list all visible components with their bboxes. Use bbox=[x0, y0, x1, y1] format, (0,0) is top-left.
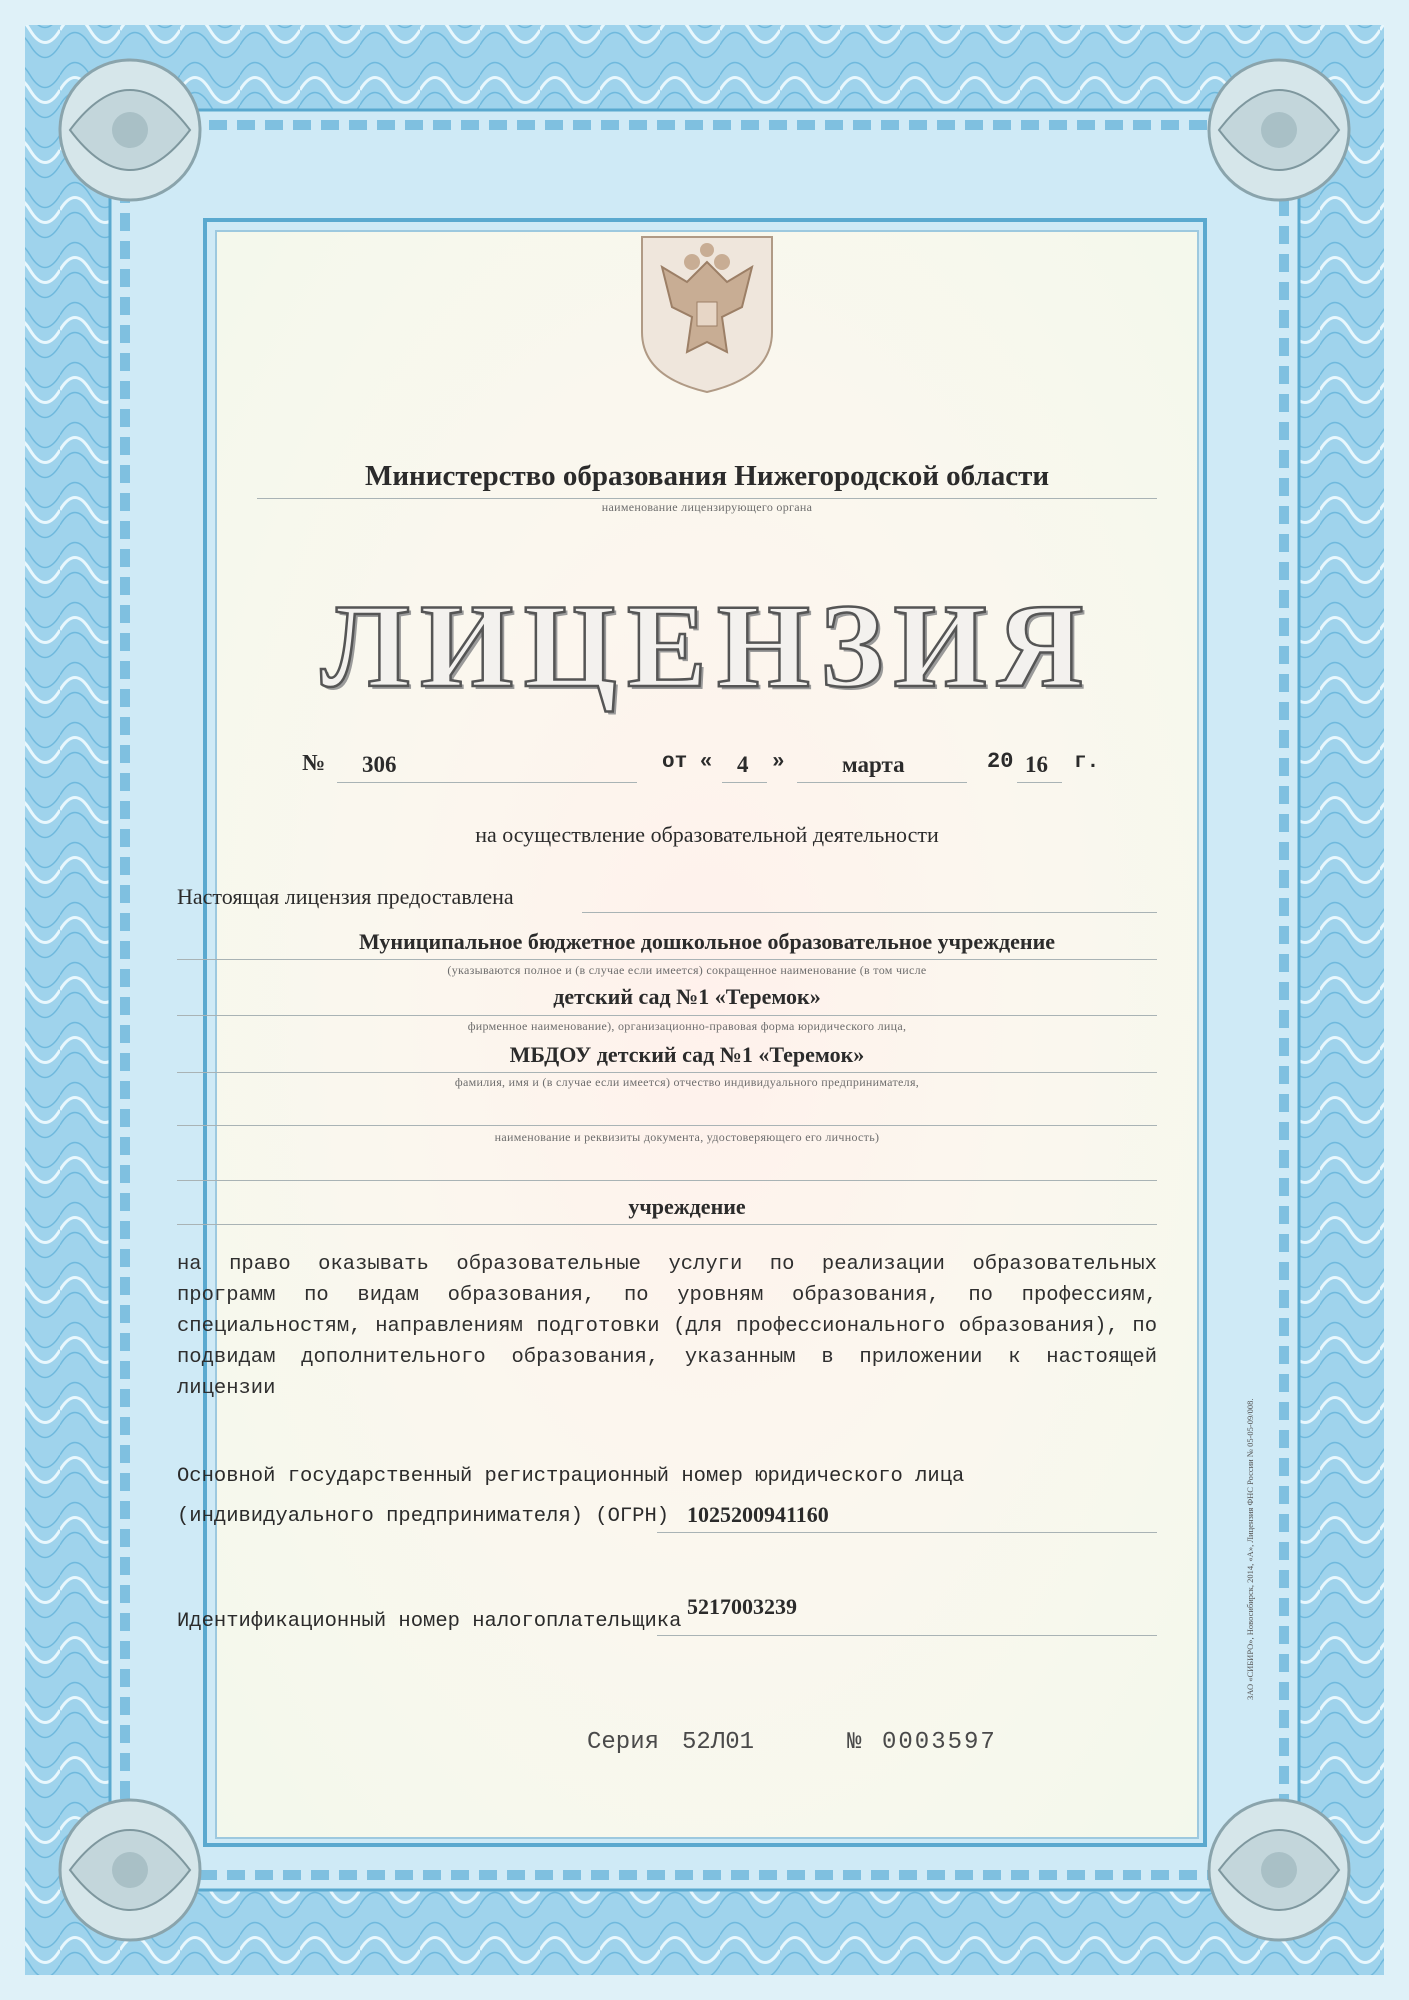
corner-ornament-icon bbox=[1179, 30, 1379, 230]
serial-number-value: 0003597 bbox=[882, 1729, 997, 1756]
day-close: » bbox=[772, 751, 785, 774]
year-label: г. bbox=[1074, 751, 1100, 774]
ogrn-value: 1025200941160 bbox=[687, 1502, 829, 1527]
licensee-abbreviation: МБДОУ детский сад №1 «Теремок» bbox=[509, 1042, 865, 1067]
serial-number-label: № bbox=[847, 1729, 862, 1756]
document-title: ЛИЦЕНЗИЯ bbox=[320, 579, 1094, 712]
series-label: Серия bbox=[587, 1729, 660, 1756]
russian-coat-of-arms-icon bbox=[632, 232, 782, 397]
licensee-full-name: Муниципальное бюджетное дошкольное образовательное учреждение bbox=[358, 929, 1056, 954]
license-rights-text: на право оказывать образовательные услуги по реализации образовательных программ по видам образования, по уровням образования, по профессиям, специальностям, направлениям подготовки (для профессионального образования), по подвидам дополнительного образования, указанным в приложении к настоящей лицензии bbox=[177, 1253, 1157, 1400]
year-suffix: 16 bbox=[1025, 752, 1048, 777]
ogrn-label-1: Основной государственный регистрационный номер юридического лица bbox=[177, 1465, 965, 1488]
licensing-authority: Министерство образования Нижегородской области bbox=[364, 460, 1050, 492]
corner-ornament-icon bbox=[30, 1770, 230, 1970]
number-label: № bbox=[302, 750, 326, 775]
licensee-caption-4: наименование и реквизиты документа, удостоверяющего его личность) bbox=[494, 1130, 880, 1144]
corner-ornament-icon bbox=[30, 30, 230, 230]
license-month: марта bbox=[842, 752, 905, 777]
licensee-caption-3: фамилия, имя и (в случае если имеется) отчество индивидуального предпринимателя, bbox=[454, 1075, 920, 1089]
license-day: 4 bbox=[737, 752, 749, 777]
date-from-label: от « bbox=[662, 751, 713, 774]
document-body bbox=[177, 230, 1199, 1839]
series-value: 52Л01 bbox=[682, 1729, 755, 1756]
year-prefix: 20 bbox=[987, 749, 1014, 774]
inn-value: 5217003239 bbox=[687, 1594, 797, 1619]
licensee-caption-2: фирменное наименование), организационно-правовая форма юридического лица, bbox=[467, 1019, 907, 1033]
licensee-short-name: детский сад №1 «Теремок» bbox=[553, 984, 821, 1009]
printer-note: ЗАО «СИБИРО», Новосибирск, 2014, «А», Лицензия ФНС России № 05-05-09/008. bbox=[1245, 1398, 1255, 1700]
licensee-caption-1: (указываются полное и (в случае если имеется) сокращенное наименование (в том числе bbox=[447, 963, 927, 977]
ogrn-label-2: (индивидуального предпринимателя) (ОГРН) bbox=[177, 1505, 670, 1528]
granted-label: Настоящая лицензия предоставлена bbox=[177, 884, 514, 909]
license-number: 306 bbox=[362, 752, 397, 777]
authority-caption: наименование лицензирующего органа bbox=[601, 500, 813, 514]
license-purpose: на осуществление образовательной деятельности bbox=[475, 822, 939, 847]
inn-label: Идентификационный номер налогоплательщика bbox=[177, 1610, 682, 1633]
corner-ornament-icon bbox=[1179, 1770, 1379, 1970]
licensee-org-form: учреждение bbox=[628, 1194, 746, 1219]
